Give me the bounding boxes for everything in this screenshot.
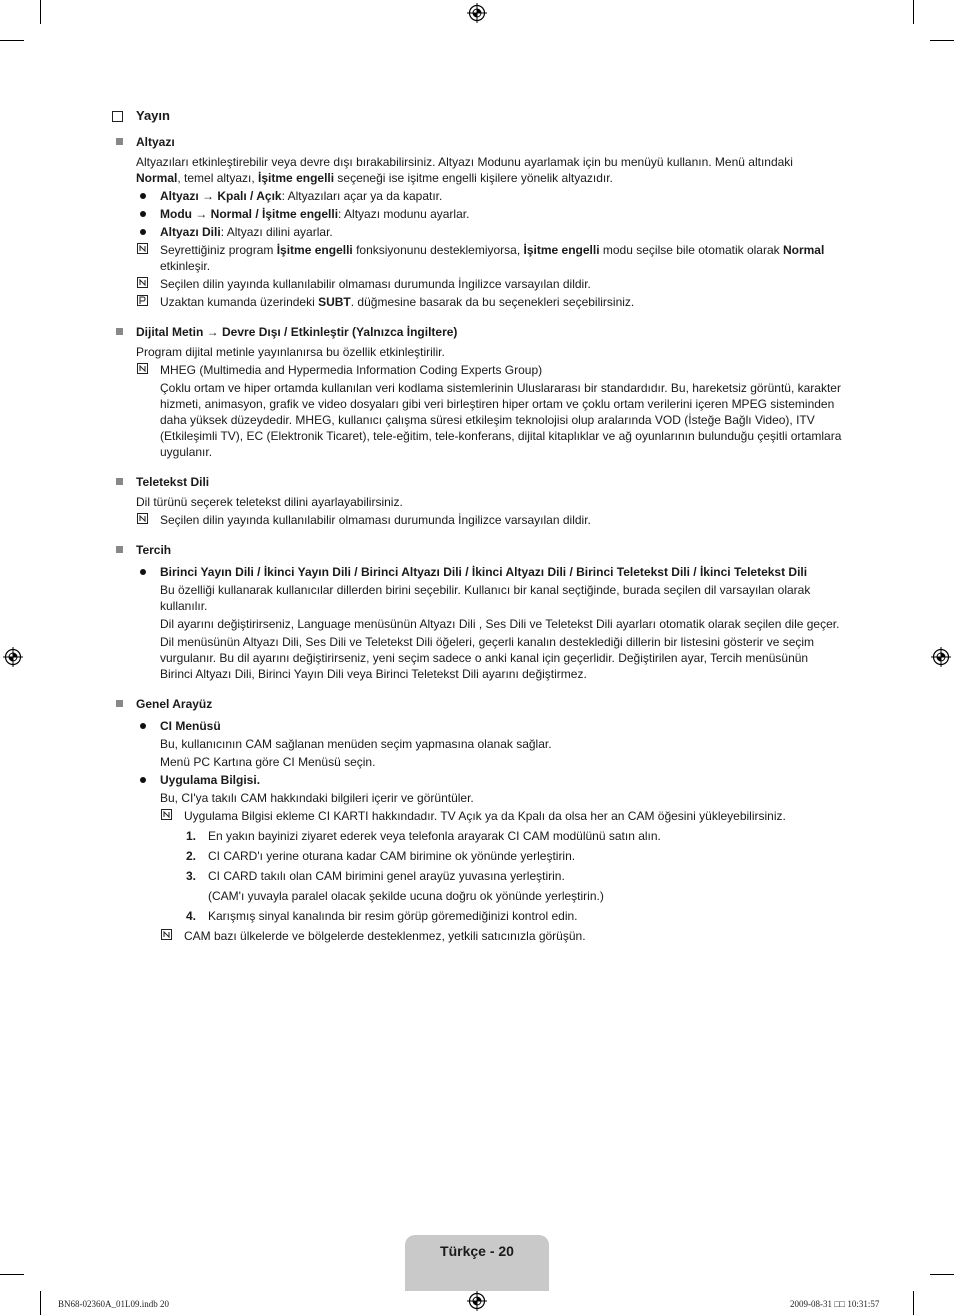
crop-mark bbox=[0, 40, 24, 41]
note-item: Uygulama Bilgisi ekleme CI KARTI hakkındadır. TV Açık ya da Kpalı da olsa her an CAM öğesini yükleyebilirsiniz. bbox=[112, 808, 842, 824]
bullet-dot-icon bbox=[140, 723, 146, 729]
bullet-item: Uygulama Bilgisi. bbox=[112, 772, 842, 788]
crop-mark bbox=[913, 0, 914, 24]
bullet-dot-icon bbox=[140, 193, 146, 199]
note-icon bbox=[137, 513, 148, 524]
ci-menu-paragraph: Menü PC Kartına göre CI Menüsü seçin. bbox=[160, 755, 376, 769]
bullet-item: Birinci Yayın Dili / İkinci Yayın Dili / Birinci Altyazı Dili / İkinci Altyazı Dili / Birinci Teletekst Dili / İkinci Teletekst Dili bbox=[112, 564, 842, 580]
step-item: (CAM'ı yuvayla paralel olacak şekilde ucuna doğru ok yönünde yerleştirin.) bbox=[208, 889, 604, 903]
remote-note-item: Uzaktan kumanda üzerindeki SUBT. düğmesine basarak da bu seçenekleri seçebilirsiniz. bbox=[112, 294, 842, 310]
note-icon bbox=[161, 929, 172, 940]
square-bullet-icon bbox=[116, 328, 123, 335]
note-item: MHEG (Multimedia and Hypermedia Information Coding Experts Group) bbox=[112, 362, 842, 378]
altyazi-description: Altyazıları etkinleştirebilir veya devre dışı bırakabilirsiniz. Altyazı Modunu ayarlamak için bu menüyü kullanın. Menü altındaki Normal, temel altyazı, İşitme engelli seçeneği ise işitme engelli kişilere yönelik altyazıdır. bbox=[136, 155, 793, 185]
subsection-tercih-heading: Tercih bbox=[112, 542, 842, 558]
step-item: 3. CI CARD takılı olan CAM birimini genel arayüz yuvasına yerleştirin. bbox=[186, 869, 565, 883]
note-icon bbox=[137, 277, 148, 288]
dijital-description: Program dijital metinle yayınlanırsa bu özellik etkinleştirilir. bbox=[136, 345, 445, 359]
note-item: CAM bazı ülkelerde ve bölgelerde desteklenmez, yetkili satıcınızla görüşün. bbox=[112, 928, 842, 944]
ci-menu-paragraph: Bu, kullanıcının CAM sağlanan menüden seçim yapmasına olanak sağlar. bbox=[160, 737, 552, 751]
crop-mark bbox=[40, 0, 41, 24]
step-item: 2. CI CARD'ı yerine oturana kadar CAM birimine ok yönünde yerleştirin. bbox=[186, 849, 576, 863]
subsection-altyazi-heading: Altyazı bbox=[112, 134, 842, 150]
tercih-paragraph: Dil ayarını değiştirirseniz, Language menüsünün Altyazı Dili , Ses Dili ve Teletekst Dili ayarları otomatik olarak seçilen dile geçer. bbox=[160, 617, 840, 631]
crop-mark bbox=[0, 1274, 24, 1275]
document-body bbox=[112, 108, 842, 946]
crop-mark bbox=[930, 40, 954, 41]
crop-mark bbox=[40, 1291, 41, 1315]
checkbox-icon bbox=[112, 111, 123, 122]
subsection-genel-arayuz-heading: Genel Arayüz bbox=[112, 696, 842, 712]
registration-mark-icon bbox=[3, 647, 23, 667]
app-info-paragraph: Bu, CI'ya takılı CAM hakkındaki bilgileri içerir ve görüntüler. bbox=[160, 791, 474, 805]
mheg-description: Çoklu ortam ve hiper ortamda kullanılan veri kodlama sistemlerinin Uluslararası bir standardıdır. Bu, hareketsiz görüntü, karakter hizmeti, animasyon, grafik ve video dosyaları gibi veri birleştiren hiper ortam ve çoklu ortam verilerini içeren MPEG sisteminden daha yüksek düzeydedir. MHEG, kullanıcı çalışma süresi etkileşim teknolojisi olup aralarında VOD (İsteğe Bağlı Video), ITV (Etkileşimli TV), EC (Elektronik Ticaret), tele-eğitim, tele-konferans, dijital kitaplıklar ve ağ oyunlarının bulunduğu çeşitli ortamlara uygulanır. bbox=[160, 381, 842, 459]
square-bullet-icon bbox=[116, 478, 123, 485]
remote-control-icon bbox=[137, 295, 148, 306]
tercih-paragraph: Bu özelliği kullanarak kullanıcılar dillerden birini seçebilir. Kullanıcı bir kanal seçtiğinde, burada seçilen dil varsayılan olarak kullanılır. bbox=[160, 583, 811, 613]
footer-file-name: BN68-02360A_01L09.indb 20 bbox=[58, 1299, 169, 1309]
page-number: Türkçe - 20 bbox=[405, 1235, 549, 1291]
registration-mark-icon bbox=[931, 647, 951, 667]
subsection-dijital-metin-heading: Dijital Metin → Devre Dışı / Etkinleştir (Yalnızca İngiltere) bbox=[112, 324, 842, 340]
square-bullet-icon bbox=[116, 138, 123, 145]
bullet-dot-icon bbox=[140, 211, 146, 217]
footer-timestamp: 2009-08-31 □□ 10:31:57 bbox=[790, 1299, 880, 1309]
bullet-dot-icon bbox=[140, 569, 146, 575]
subsection-teletekst-heading: Teletekst Dili bbox=[112, 474, 842, 490]
step-item: 1. En yakın bayinizi ziyaret ederek veya telefonla arayarak CI CAM modülünü satın alın. bbox=[186, 829, 661, 843]
bullet-item: Altyazı → Kpalı / Açık: Altyazıları açar ya da kapatır. bbox=[112, 188, 842, 204]
note-item: Seyrettiğiniz program İşitme engelli fonksiyonunu desteklemiyorsa, İşitme engelli modu seçilse bile otomatik olarak Normal etkinleşir. bbox=[112, 242, 842, 274]
teletekst-description: Dil türünü seçerek teletekst dilini ayarlayabilirsiniz. bbox=[136, 495, 403, 509]
note-icon bbox=[137, 243, 148, 254]
note-item: Seçilen dilin yayında kullanılabilir olmaması durumunda İngilizce varsayılan dildir. bbox=[112, 276, 842, 292]
bullet-item: CI Menüsü bbox=[112, 718, 842, 734]
registration-mark-icon bbox=[467, 1291, 487, 1311]
registration-mark-icon bbox=[467, 3, 487, 23]
crop-mark bbox=[913, 1291, 914, 1315]
bullet-item: Altyazı Dili: Altyazı dilini ayarlar. bbox=[112, 224, 842, 240]
note-icon bbox=[161, 809, 172, 820]
square-bullet-icon bbox=[116, 700, 123, 707]
note-icon bbox=[137, 363, 148, 374]
square-bullet-icon bbox=[116, 546, 123, 553]
tercih-paragraph: Dil menüsünün Altyazı Dili, Ses Dili ve Teletekst Dili öğeleri, geçerli kanalın desteklediği dillerin bir listesini gösterir ve seçim vurgulanır. Bu dil ayarını değiştirirseniz, yeni seçim sadece o anki kanal için geçerlidir. Değiştirilen ayar, Tercih menüsünün Birinci Altyazı Dili, Birinci Yayın Dili veya Birinci Teletekst Dili ayarını değiştirmez. bbox=[160, 635, 815, 681]
bullet-item: Modu → Normal / İşitme engelli: Altyazı modunu ayarlar. bbox=[112, 206, 842, 222]
note-item: Seçilen dilin yayında kullanılabilir olmaması durumunda İngilizce varsayılan dildir. bbox=[112, 512, 842, 528]
section-title: Yayın bbox=[112, 108, 842, 124]
bullet-dot-icon bbox=[140, 777, 146, 783]
step-item: 4. Karışmış sinyal kanalında bir resim görüp göremediğinizi kontrol edin. bbox=[186, 909, 578, 923]
bullet-dot-icon bbox=[140, 229, 146, 235]
crop-mark bbox=[930, 1274, 954, 1275]
